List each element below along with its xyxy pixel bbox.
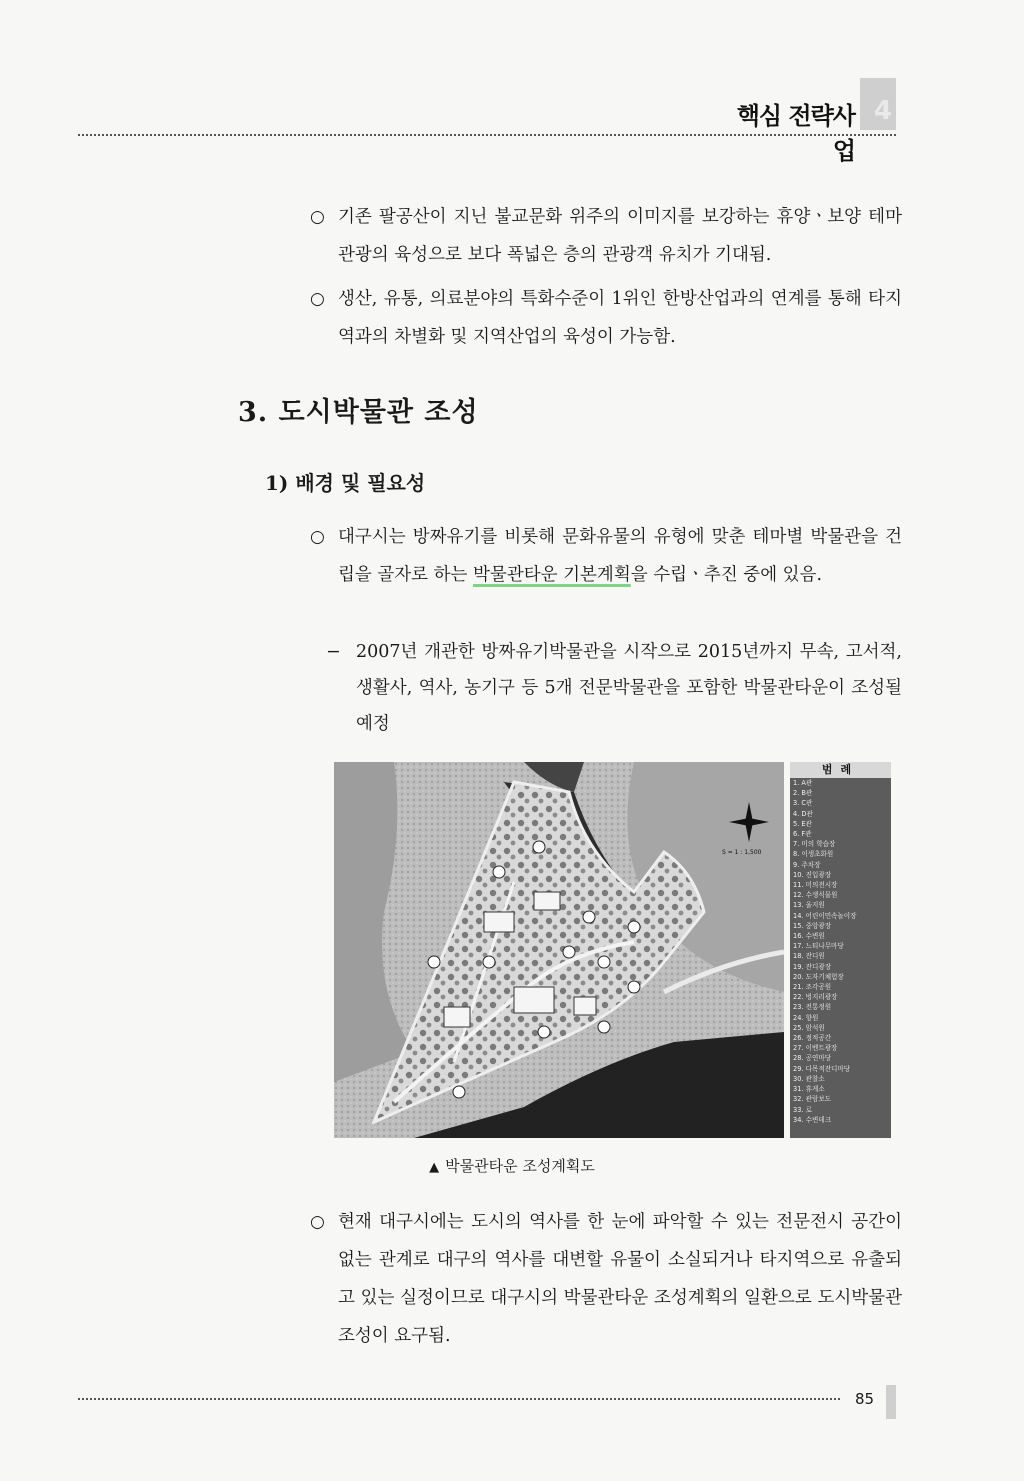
legend-item: 10. 진입광장 — [793, 870, 832, 879]
running-header-title: 핵심 전략사업 — [736, 102, 855, 165]
legend-item: 7. 미의 학습장 — [793, 840, 836, 849]
legend-item: 8. 이생초화원 — [793, 850, 834, 859]
legend-item: 33. 로 — [793, 1105, 812, 1114]
legend-item: 27. 이벤트광장 — [793, 1044, 838, 1053]
legend-item: 32. 관람보도 — [793, 1095, 832, 1104]
detail-text: 2007년 개관한 방짜유기박물관을 시작으로 2015년까지 무속, 고서적, 생활사, 역사, 농기구 등 5개 전문박물관을 포함한 박물관타운이 조성될 예정 — [356, 642, 902, 734]
legend-item: 15. 중앙광장 — [793, 921, 832, 930]
legend-item: 4. D관 — [793, 809, 813, 818]
legend-item: 30. 관찰소 — [793, 1074, 825, 1083]
legend-item: 17. 느티나무마당 — [793, 942, 844, 951]
legend-item: 29. 다목적잔디마당 — [793, 1064, 851, 1073]
bullet-marker: ○ — [310, 527, 325, 547]
legend-item: 12. 수생식물원 — [793, 891, 838, 900]
legend-item: 9. 주차장 — [793, 860, 821, 869]
legend-item: 22. 벙지리광장 — [793, 993, 838, 1002]
legend-title: 범례 — [790, 762, 891, 778]
closing-bullet-text: 현재 대구시에는 도시의 역사를 한 눈에 파악할 수 있는 전문전시 공간이 없는 관계로 대구의 역사를 대변할 유물이 소실되거나 타지역으로 유출되고 있는 실정이므로 대구시의 박물관타운 조성계획의 일환으로 도시박물관 조성이 요구됨. — [338, 1212, 902, 1346]
legend-list — [790, 778, 891, 1125]
bullet-marker: ○ — [310, 1212, 325, 1232]
legend-item: 21. 조각공원 — [793, 983, 832, 992]
legend-item: 2. B관 — [793, 789, 813, 798]
background-text-after: 을 수립ㆍ추진 중에 있음. — [630, 565, 823, 585]
legend-item: 18. 잔디원 — [793, 952, 825, 961]
legend-item: 34. 수변데크 — [793, 1115, 832, 1124]
intro-bullet-2-text: 생산, 유통, 의료분야의 특화수준이 1위인 한방산업과의 연계를 통해 타지역과의 차별화 및 지역산업의 육성이 가능함. — [338, 289, 902, 347]
dash-marker: − — [326, 642, 341, 662]
legend-item: 6. F관 — [793, 830, 812, 839]
legend-item: 1. A관 — [793, 779, 813, 787]
legend-item: 26. 정적공간 — [793, 1034, 832, 1043]
background-bullet-text — [310, 518, 902, 594]
legend-item: 5. E관 — [793, 819, 812, 828]
legend-item: 31. 휴게소 — [793, 1085, 825, 1094]
page-number: 85 — [855, 1390, 875, 1408]
map-scale-label: S = 1 : 1,500 — [722, 849, 762, 856]
bullet-marker: ○ — [310, 207, 325, 227]
footer-tab — [886, 1385, 896, 1419]
site-plan-map — [334, 762, 784, 1138]
closing-bullet — [310, 1203, 902, 1355]
chapter-number: 4 — [873, 96, 892, 126]
map-legend — [790, 762, 891, 1138]
background-bullet — [310, 518, 902, 594]
background-text-before: 대구시는 방짜유기를 비롯해 문화유물의 유형에 맞춘 테마별 박물관을 건립을 골자로 하는 — [338, 527, 902, 585]
header-divider — [78, 134, 896, 136]
subsection-title: 1) 배경 및 필요성 — [265, 471, 426, 495]
caption-text: 박물관타운 조성계획도 — [445, 1157, 595, 1175]
legend-item: 24. 향원 — [793, 1013, 819, 1022]
intro-bullet-1 — [310, 198, 902, 274]
chapter-tab — [860, 78, 896, 130]
figure-caption — [0, 1155, 1024, 1176]
intro-bullet-1-text: 기존 팔공산이 지닌 불교문화 위주의 이미지를 보강하는 휴양ㆍ보양 테마관광의 육성으로 보다 폭넓은 층의 관광객 유치가 기대됨. — [338, 207, 902, 265]
legend-item: 25. 암석원 — [793, 1023, 825, 1032]
bullet-marker: ○ — [310, 289, 325, 309]
legend-item: 23. 전통정원 — [793, 1003, 832, 1012]
legend-item: 3. C관 — [793, 799, 813, 808]
detail-dash-item — [326, 634, 902, 742]
legend-item: 28. 공연마당 — [793, 1054, 832, 1063]
legend-item: 20. 도자기체험장 — [793, 972, 844, 981]
legend-item: 11. 미의전시장 — [793, 881, 838, 890]
footer-divider — [78, 1398, 840, 1400]
section-title: 3. 도시박물관 조성 — [238, 397, 479, 428]
intro-bullet-2 — [310, 280, 902, 356]
legend-item: 19. 잔디광장 — [793, 962, 832, 971]
site-plan-image — [334, 762, 784, 1138]
legend-item: 14. 어린이민속놀이장 — [793, 911, 857, 920]
highlighted-phrase: 박물관타운 기본계획 — [473, 565, 631, 585]
legend-item: 16. 수변원 — [793, 932, 825, 941]
caption-triangle-icon: ▲ — [429, 1160, 440, 1175]
legend-item: 13. 울지원 — [793, 901, 825, 910]
